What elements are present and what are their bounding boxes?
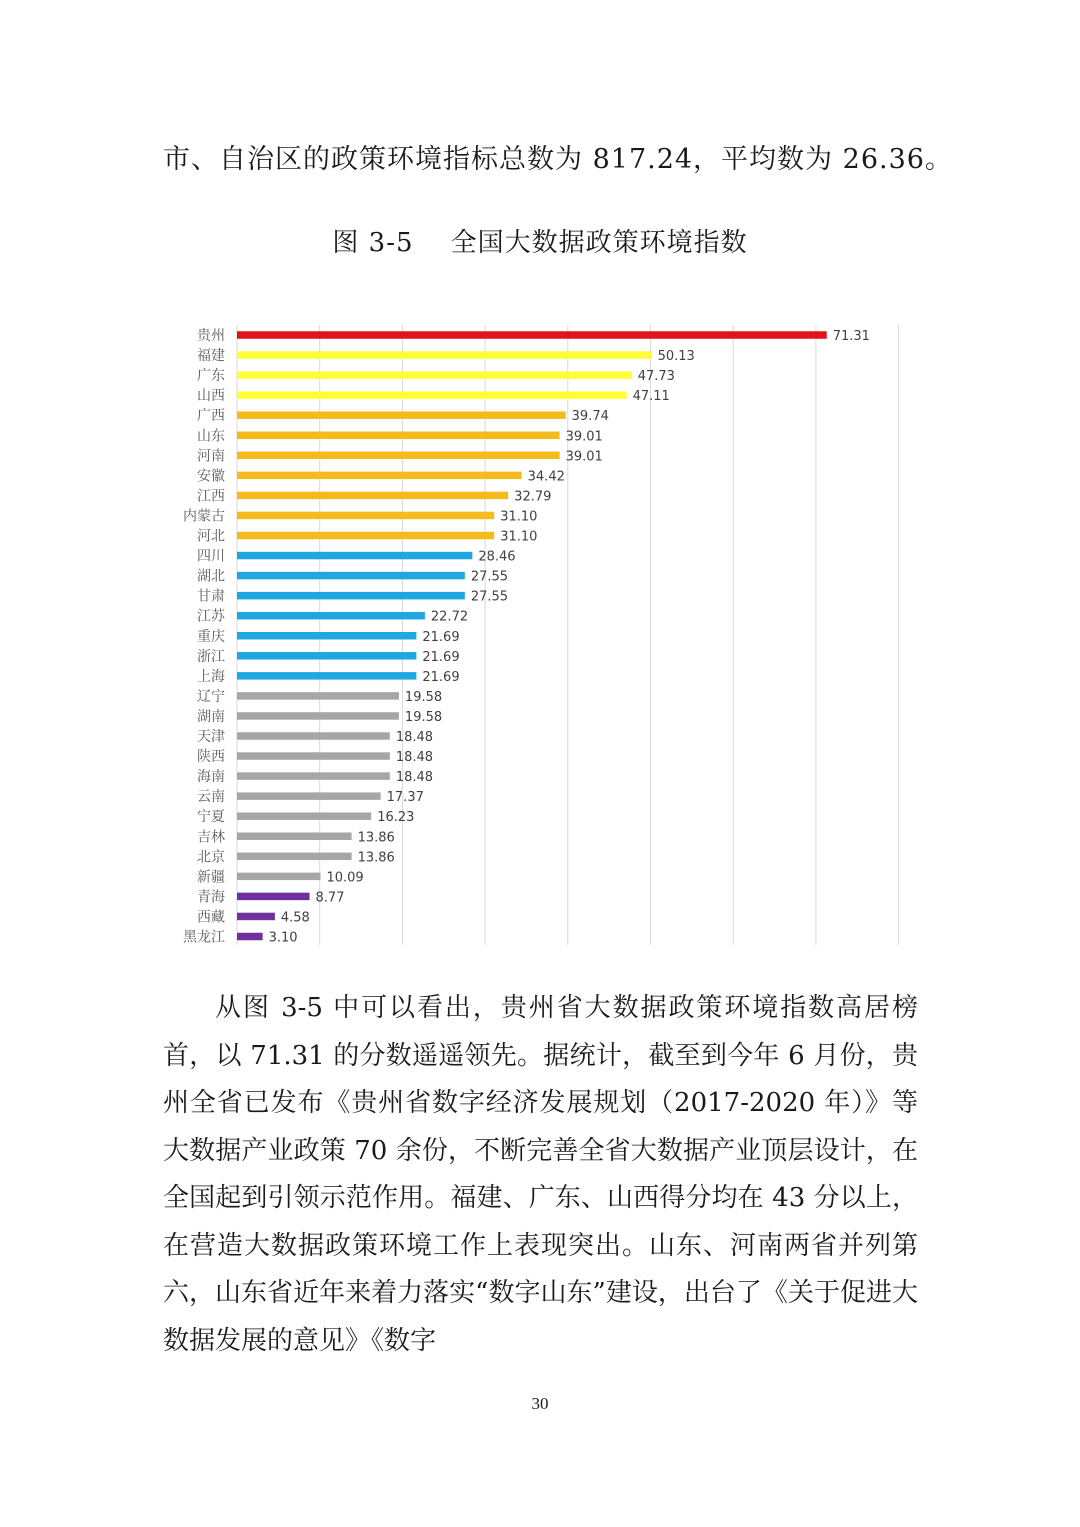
chart-bar (237, 652, 416, 660)
chart-bar (237, 371, 632, 379)
chart-category-label: 江西 (197, 488, 225, 505)
page-number: 30 (531, 1394, 549, 1413)
chart-value-label: 19.58 (404, 709, 443, 725)
chart-value-label: 32.79 (514, 489, 552, 505)
chart-category-label: 浙江 (197, 648, 225, 665)
chart-value-label: 19.58 (404, 689, 443, 705)
chart-category-label: 辽宁 (197, 688, 225, 705)
chart-bar (237, 391, 627, 399)
chart-category-label: 广东 (197, 368, 225, 385)
chart-category-label: 山东 (197, 428, 225, 445)
chart-bar (237, 893, 310, 901)
chart-category-label: 黑龙江 (183, 929, 225, 946)
chart-value-label: 18.48 (395, 730, 434, 745)
chart-value-label: 10.09 (326, 870, 364, 886)
chart-bar (237, 833, 352, 841)
chart-category-label: 贵州 (197, 328, 225, 344)
chart-category-label: 重庆 (197, 628, 225, 645)
chart-category-label: 吉林 (197, 829, 225, 846)
chart-category-label: 安徽 (197, 468, 225, 485)
chart-category-label: 陕西 (197, 749, 225, 766)
chart-value-label: 13.86 (357, 830, 395, 846)
chart-bars (237, 331, 827, 940)
chart-category-label: 江苏 (197, 608, 225, 625)
chart-value-label: 71.31 (832, 329, 870, 344)
chart-category-label: 湖南 (197, 708, 225, 725)
chart-bar (237, 552, 472, 560)
chart-bar (237, 792, 381, 800)
chart-category-label: 河北 (197, 528, 225, 545)
chart-value-label: 27.55 (470, 569, 509, 585)
chart-category-label: 内蒙古 (183, 508, 225, 525)
chart-category-labels (183, 327, 226, 946)
chart-bar (237, 532, 494, 540)
chart-value-label: 39.74 (571, 409, 609, 425)
chart-bar (237, 472, 522, 480)
chart-bar (237, 752, 390, 760)
chart-category-label: 甘肃 (197, 588, 225, 605)
chart-category-label: 四川 (197, 548, 225, 565)
chart-value-label: 16.23 (377, 810, 415, 826)
chart-value-label: 21.69 (422, 629, 460, 645)
chart-value-label: 39.01 (565, 429, 603, 445)
chart-category-label: 福建 (197, 348, 225, 365)
chart-bar (237, 351, 652, 359)
chart-bar (237, 592, 465, 600)
chart-value-label: 3.10 (268, 930, 298, 946)
chart-bar (237, 812, 371, 820)
chart-category-label: 山西 (197, 388, 225, 405)
chart-value-label: 13.86 (357, 850, 395, 866)
chart-category-label: 宁夏 (197, 809, 225, 826)
chart-value-label: 50.13 (657, 349, 695, 365)
chart-bar (237, 712, 399, 720)
chart-value-label: 31.10 (500, 529, 538, 545)
chart-value-label: 8.77 (315, 890, 345, 906)
chart-value-label: 47.73 (637, 369, 675, 385)
chart-bar (237, 913, 275, 921)
chart-bar (237, 492, 508, 500)
bar-chart (170, 320, 910, 950)
chart-value-label: 47.11 (632, 389, 670, 405)
chart-category-label: 天津 (197, 729, 225, 745)
chart-bar (237, 331, 827, 339)
chart-value-label: 34.42 (527, 469, 565, 485)
chart-bar (237, 853, 352, 861)
chart-bar (237, 933, 263, 941)
chart-bar (237, 512, 494, 520)
chart-value-label: 18.48 (395, 770, 434, 786)
chart-category-label: 云南 (197, 789, 225, 806)
chart-category-label: 河南 (197, 448, 225, 465)
chart-value-label: 21.69 (422, 649, 460, 665)
chart-bar (237, 732, 390, 740)
chart-bar (237, 572, 465, 580)
chart-category-label: 青海 (197, 889, 225, 906)
chart-bar (237, 452, 560, 460)
chart-category-label: 湖北 (197, 568, 225, 585)
chart-bar (237, 632, 416, 640)
chart-bar (237, 873, 320, 881)
chart-value-label: 22.72 (430, 609, 469, 625)
body-paragraph: 从图 3-5 中可以看出，贵州省大数据政策环境指数高居榜首，以 71.31 的分数遥遥领先。据统计，截至到今年 6 月份，贵州全省已发布《贵州省数字经济发展规划（2017-2020 年）》等大数据产业政策 70 余份，不断完善全省大数据产业顶层设计，在全国起到引领示范作用。福建、广东、山西得分均在 43 分以上，在营造大数据政策环境工作上表现突出。山东、河南两省并列第六，山东省近年来着力落实“数字山东”建设，出台了《关于促进大数据发展的意见》《数字 (163, 993, 918, 1356)
chart-category-label: 上海 (197, 668, 225, 685)
chart-bar (237, 672, 416, 680)
chart-bar (237, 692, 399, 700)
chart-value-label: 21.69 (422, 669, 460, 685)
chart-category-label: 北京 (197, 849, 225, 866)
figure-caption: 图 3-5 全国大数据政策环境指数 (332, 228, 748, 258)
chart-category-label: 海南 (197, 769, 225, 786)
chart-bar (237, 612, 425, 620)
chart-value-label: 28.46 (478, 549, 516, 565)
chart-value-label: 4.58 (280, 910, 310, 926)
chart-category-label: 新疆 (197, 869, 225, 886)
chart-value-label: 31.10 (500, 509, 538, 525)
chart-category-label: 西藏 (197, 909, 225, 926)
chart-bar (237, 772, 390, 780)
chart-bar (237, 432, 560, 440)
chart-value-label: 39.01 (565, 449, 603, 465)
chart-category-label: 广西 (197, 408, 225, 425)
intro-line: 市、自治区的政策环境指标总数为 817.24，平均数为 26.36。 (163, 144, 953, 175)
chart-value-label: 18.48 (395, 750, 434, 766)
chart-bar (237, 411, 566, 419)
chart-value-label: 27.55 (470, 589, 509, 605)
chart-value-label: 17.37 (386, 790, 424, 806)
